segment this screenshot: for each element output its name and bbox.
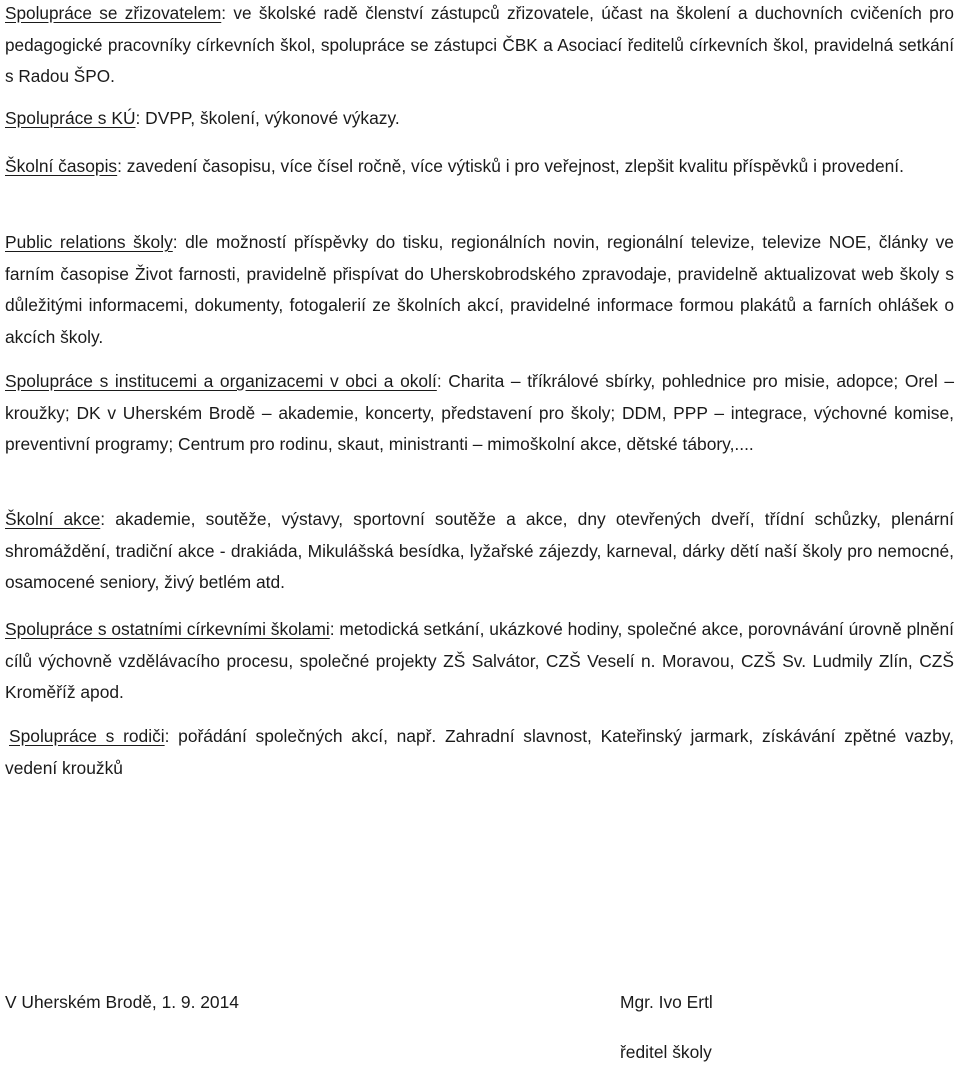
paragraph-ku xyxy=(5,103,954,135)
section-body: : DVPP, školení, výkonové výkazy. xyxy=(136,108,400,128)
section-body: : pořádání společných akcí, např. Zahradní slavnost, Kateřinský jarmark, získávání zpětné vazby, vedení kroužků xyxy=(5,726,954,778)
section-heading: Spolupráce s KÚ xyxy=(5,108,136,128)
section-body: : akademie, soutěže, výstavy, sportovní soutěže a akce, dny otevřených dveří, třídní schůzky, plenární shromáždění, tradiční akce - drakiáda, Mikulášská besídka, lyžařské zájezdy, karneval, dárky dětí naší školy pro nemocné, osamocené seniory, živý betlém atd. xyxy=(5,509,954,592)
section-heading: Školní časopis xyxy=(5,156,117,176)
place-date: V Uherském Brodě, 1. 9. 2014 xyxy=(5,987,239,1019)
signatory-role: ředitel školy xyxy=(620,1037,713,1068)
paragraph-instituce xyxy=(5,366,954,461)
paragraph-zrizovatel xyxy=(5,0,954,93)
signatory-name: Mgr. Ivo Ertl xyxy=(620,992,713,1012)
section-heading: Spolupráce s institucemi a organizacemi v obci a okolí xyxy=(5,371,437,391)
section-body: : Charita – tříkrálové sbírky, pohlednice pro misie, adopce; Orel – kroužky; DK v Uherském Brodě – akademie, koncerty, představení pro školy; DDM, PPP – integrace, výchovné komise, preventivní programy; Centrum pro rodinu, skaut, ministranti – mimoškolní akce, dětské tábory,.... xyxy=(5,371,954,454)
section-heading: Školní akce xyxy=(5,509,100,529)
paragraph-public-relations xyxy=(5,227,954,353)
section-heading: Spolupráce s ostatními církevními školami xyxy=(5,619,330,639)
paragraph-cirkevni-skoly xyxy=(5,614,954,709)
section-heading: Spolupráce s rodiči xyxy=(9,726,165,746)
section-body: : metodická setkání, ukázkové hodiny, společné akce, porovnávání úrovně plnění cílů výchovně vzdělávacího procesu, společné projekty ZŠ Salvátor, CZŠ Veselí n. Moravou, CZŠ Sv. Ludmily Zlín, CZŠ Kroměříž apod. xyxy=(5,619,954,702)
section-body: : ve školské radě členství zástupců zřizovatele, účast na školení a duchovních cvičeních pro pedagogické pracovníky církevních škol, spolupráce se zástupci ČBK a Asociací ředitelů církevních škol, pravidelná setkání s Radou ŠPO. xyxy=(5,3,954,86)
section-body: : zavedení časopisu, více čísel ročně, více výtisků i pro veřejnost, zlepšit kvalitu příspěvků i provedení. xyxy=(117,156,904,176)
section-heading: Spolupráce se zřizovatelem xyxy=(5,3,221,23)
paragraph-skolni-casopis xyxy=(5,151,954,183)
section-body: : dle možností příspěvky do tisku, regionálních novin, regionální televize, televize NOE, články ve farním časopise Život farnosti, pravidelně přispívat do Uherskobrodského zpravodaje, pravidelně aktualizovat web školy s důležitými informacemi, dokumenty, fotogalerií ze školních akcí, pravidelné informace formou plakátů a farních ohlášek o akcích školy. xyxy=(5,232,954,347)
section-heading: Public relations školy xyxy=(5,232,173,252)
signature-block xyxy=(620,987,713,1068)
paragraph-rodice xyxy=(5,721,954,784)
paragraph-skolni-akce xyxy=(5,504,954,599)
